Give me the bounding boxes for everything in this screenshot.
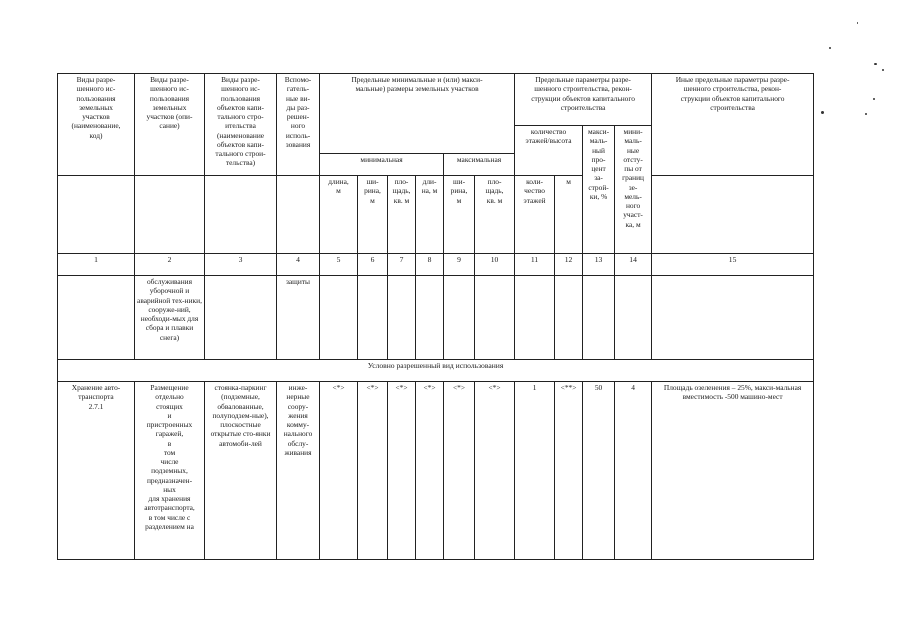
header-col-1-continuation — [58, 176, 135, 254]
cell — [205, 276, 277, 360]
use-name-code: Хранение авто- транспорта 2.7.1 — [58, 382, 135, 560]
scan-speck — [874, 63, 877, 65]
header-auxiliary-use: Вспомо- гатель- ные ви- ды раз- решен- ного исполь- зования — [277, 74, 320, 176]
min-setback-value: 4 — [615, 382, 652, 560]
cell — [320, 276, 358, 360]
area-min-value: <*> — [388, 382, 416, 560]
column-number: 7 — [388, 254, 416, 276]
cell — [416, 276, 444, 360]
column-number: 10 — [475, 254, 515, 276]
column-number: 6 — [358, 254, 388, 276]
scan-speck — [882, 69, 884, 71]
header-meters: м — [555, 176, 583, 254]
scan-speck — [865, 113, 867, 115]
column-number: 13 — [583, 254, 615, 276]
cell — [652, 276, 814, 360]
header-maximal: максимальная — [444, 154, 515, 176]
zoning-regulations-table — [57, 73, 814, 560]
column-number: 3 — [205, 254, 277, 276]
floors-count-value: 1 — [515, 382, 555, 560]
column-number-row — [58, 254, 814, 276]
header-col-2-continuation — [135, 176, 205, 254]
scan-speck — [857, 22, 858, 24]
auxiliary-use: инже-нерные соору-жения комму-нального обслу-живания — [277, 382, 320, 560]
column-number: 4 — [277, 254, 320, 276]
header-minimal: минимальная — [320, 154, 444, 176]
column-number: 15 — [652, 254, 814, 276]
height-value: <**> — [555, 382, 583, 560]
data-row — [58, 382, 814, 560]
header-width-max: ши- рина, м — [444, 176, 475, 254]
header-max-build-percent: макси- маль- ный про- цент за- строй- ки, % — [583, 126, 615, 254]
header-length-min: длина, м — [320, 176, 358, 254]
column-number: 8 — [416, 254, 444, 276]
continuation-description: обслуживания уборочной и аварийной тех-ники, сооруже-ний, необходи-мых для сбора и плавки снега) — [135, 276, 205, 360]
scan-speck — [829, 47, 831, 49]
cell — [475, 276, 515, 360]
continuation-auxiliary: защиты — [277, 276, 320, 360]
length-min-value: <*> — [320, 382, 358, 560]
cell — [58, 276, 135, 360]
header-length-max: дли- на, м — [416, 176, 444, 254]
continuation-row — [58, 276, 814, 360]
section-title: Условно разрешенный вид использования — [58, 360, 814, 382]
header-area-min: пло- щадь, кв. м — [388, 176, 416, 254]
header-row-1 — [58, 74, 814, 126]
header-construction-parameters: Предельные параметры разре- шенного строительства, рекон- струкции объектов капитального строительства — [515, 74, 652, 126]
header-width-min: ши- рина, м — [358, 176, 388, 254]
capital-objects: стоянка-паркинг (подземные, обвалованные, полуподзем-ные), плоскостные открытые сто-янки автомоби-лей — [205, 382, 277, 560]
scan-speck — [821, 111, 824, 114]
header-other-parameters: Иные предельные параметры разре- шенного строительства, рекон- струкции объектов капитального строительства — [652, 74, 814, 176]
header-area-max: пло- щадь, кв. м — [475, 176, 515, 254]
cell — [555, 276, 583, 360]
width-min-value: <*> — [358, 382, 388, 560]
column-number: 11 — [515, 254, 555, 276]
column-number: 1 — [58, 254, 135, 276]
cell — [615, 276, 652, 360]
header-floors-height: количество этажей/высота — [515, 126, 583, 176]
header-row-4 — [58, 176, 814, 254]
header-col-4-continuation — [277, 176, 320, 254]
scan-speck — [873, 98, 875, 100]
header-col-3-continuation — [205, 176, 277, 254]
header-plot-size-limits: Предельные минимальные и (или) макси- мальные) размеры земельных участков — [320, 74, 515, 154]
column-number: 12 — [555, 254, 583, 276]
area-max-value: <*> — [475, 382, 515, 560]
cell — [444, 276, 475, 360]
column-number: 14 — [615, 254, 652, 276]
section-row — [58, 360, 814, 382]
length-max-value: <*> — [416, 382, 444, 560]
cell — [515, 276, 555, 360]
header-capital-objects-use: Виды разре- шенного ис- пользования объектов капи- тального стро- ительства (наименование объектов капи- тального строи- тельства) — [205, 74, 277, 176]
use-description: Размещение отдельно стоящих и пристроенных гаражей, в том числе подземных, предназначен- ных для хранения автотранспорта, в том числе с разделением на — [135, 382, 205, 560]
column-number: 5 — [320, 254, 358, 276]
header-min-setback: мини- маль- ные отсту- пы от границ зе- мель- ного участ- ка, м — [615, 126, 652, 254]
header-permitted-use-name: Виды разре- шенного ис- пользования земельных участков (наименование, код) — [58, 74, 135, 176]
cell — [358, 276, 388, 360]
cell — [583, 276, 615, 360]
column-number: 2 — [135, 254, 205, 276]
cell — [388, 276, 416, 360]
header-permitted-use-description: Виды разре- шенного ис- пользования земельных участков (опи- сание) — [135, 74, 205, 176]
header-floors-count: коли- чество этажей — [515, 176, 555, 254]
max-build-percent-value: 50 — [583, 382, 615, 560]
width-max-value: <*> — [444, 382, 475, 560]
header-col-15-continuation — [652, 176, 814, 254]
other-parameters-value: Площадь озеленения – 25%, макси-мальная вместимость -500 машино-мест — [652, 382, 814, 560]
column-number: 9 — [444, 254, 475, 276]
